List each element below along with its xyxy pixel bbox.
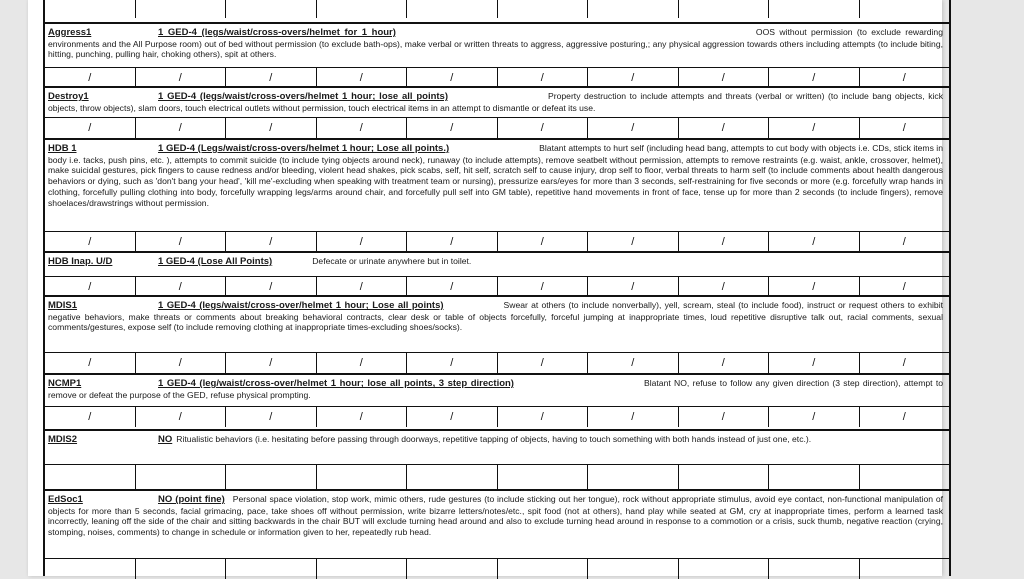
section-divider — [45, 429, 949, 431]
tally-cell[interactable]: / — [902, 122, 906, 134]
tally-cell[interactable] — [588, 465, 679, 491]
behavior-consequence: 1 GED-4 (legs/waist/cross-over/helmet 1 hour; Lose all points) — [158, 300, 444, 311]
tally-cell[interactable] — [679, 465, 770, 491]
behavior-description: Blatant attempts to hurt self (including head bang, attempts to cut body with objects i.e. CDs, stick items in body i.e. tacks, push pins, etc. ), attempts to commit suicide (to include tying objects around neck), runaway (to include attempts), remove seatbelt without permission, attempts to remove restraints (e.g. waist, ankle, crossover, helmet), make suicidal gestures, pick fingers to cause redness and/or bleeding, violent head shakes, pick scabs, self, hit self, scratch self to cause injury, drop self to floor, verbal threats to harm self (to include comments about health dangerous behaviors or dying, such as 'don't bang your head', 'kill me'-excluding when speaking with treatment team or nursing), pressurize ears/eyes for more than 3 seconds, self-restraining for five seconds or more (e.g. forcefully wrap hands in clothing, forcefully pulling clothing into body, forcefully wrapping legs/arms around chair, and forcefully pull self into GM table), repetitive hand movements in front of face, tense up for more than 2 seconds (to include fingers), remove shoelaces/drawstrings without permission. — [48, 143, 943, 208]
behavior-3-tally-row — [45, 277, 949, 297]
tally-cell[interactable] — [407, 0, 498, 18]
behavior-code: Destroy1 — [48, 91, 89, 102]
document-page — [28, 0, 942, 576]
tally-cell[interactable]: / — [679, 353, 770, 373]
behavior-consequence: NO (point fine) — [158, 494, 225, 505]
section-divider — [45, 373, 949, 375]
tally-cell[interactable]: / — [45, 407, 136, 427]
tally-cell[interactable]: / — [902, 357, 906, 369]
tally-cell[interactable] — [769, 465, 860, 491]
tally-cell[interactable]: / — [902, 236, 906, 248]
behavior-consequence: 1 GED-4 (legs/waist/cross-overs/helmet for 1 hour) — [158, 27, 396, 38]
behavior-2-definition — [48, 143, 943, 231]
tally-cell[interactable]: / — [902, 411, 906, 423]
tally-cell[interactable] — [136, 465, 227, 491]
tally-cell[interactable] — [317, 0, 408, 18]
tally-cell[interactable] — [226, 465, 317, 491]
tally-cell[interactable]: / — [45, 232, 136, 252]
tally-cell[interactable] — [498, 0, 589, 18]
behavior-tracking-form — [43, 0, 951, 576]
behavior-description: Property destruction to include attempts and threats (verbal or written) (to include bang objects, kick objects, throw objects), slam doors, touch electrical outlets without permission, touch electrical items in an attempt to dismantle or defeat its use. — [48, 91, 943, 113]
section-divider — [45, 295, 949, 297]
tally-cell[interactable]: / — [317, 118, 408, 138]
behavior-0-tally-row — [45, 68, 949, 88]
tally-cell[interactable]: / — [317, 407, 408, 427]
tally-cell[interactable]: / — [226, 118, 317, 138]
behavior-3-definition — [48, 256, 943, 276]
tally-cell[interactable]: / — [679, 68, 770, 88]
tally-cell[interactable] — [588, 559, 679, 579]
behavior-4-definition — [48, 300, 943, 352]
tally-cell[interactable]: / — [407, 232, 498, 252]
behavior-consequence: 1 GED-4 (leg/waist/cross-over/helmet 1 hour; lose all points, 3 step direction) — [158, 378, 514, 389]
behavior-6-tally-row — [45, 465, 949, 491]
behavior-code: NCMP1 — [48, 378, 82, 389]
tally-cell[interactable]: / — [136, 407, 227, 427]
tally-cell[interactable]: / — [902, 281, 906, 293]
behavior-description: OOS without permission (to exclude rewarding environments and the All Purpose room) out of bed without permission (to exclude bath-ops), make verbal or written threats to aggress, aggressive posturing,; any physical aggression towards others including attempts (to include biting, hitting, punching, pulling hair, choking others), spit at others. — [48, 27, 943, 60]
tally-cell[interactable]: / — [226, 407, 317, 427]
tally-cell[interactable] — [317, 559, 408, 579]
tally-cell[interactable]: / — [407, 118, 498, 138]
tally-cell[interactable]: / — [226, 68, 317, 88]
tally-cell[interactable]: / — [317, 68, 408, 88]
tally-cell[interactable]: / — [226, 277, 317, 297]
tally-cell[interactable]: / — [317, 277, 408, 297]
section-divider — [45, 251, 949, 253]
behavior-code: Aggress1 — [48, 27, 92, 38]
tally-cell[interactable]: / — [588, 232, 679, 252]
tally-grid-top — [45, 0, 949, 18]
tally-cell[interactable]: / — [45, 353, 136, 373]
tally-cell[interactable] — [226, 0, 317, 18]
tally-cell[interactable]: / — [45, 277, 136, 297]
tally-cell[interactable]: / — [769, 277, 860, 297]
tally-cell[interactable]: / — [498, 68, 589, 88]
behavior-description: Blatant NO, refuse to follow any given direction (3 step direction), attempt to remove or defeat the purpose of the GED, refuse physical prompting. — [48, 378, 943, 400]
tally-cell[interactable]: / — [226, 232, 317, 252]
tally-cell[interactable] — [226, 559, 317, 579]
tally-cell[interactable]: / — [498, 277, 589, 297]
section-divider — [45, 86, 949, 88]
tally-cell[interactable]: / — [498, 353, 589, 373]
tally-cell[interactable]: / — [902, 72, 906, 84]
tally-cell[interactable] — [45, 465, 136, 491]
behavior-7-tally-row — [45, 559, 949, 579]
behavior-code: HDB Inap. U/D — [48, 256, 113, 267]
behavior-description: Personal space violation, stop work, mimic others, rude gestures (to include sticking out her tongue), rock without appropriate stimulus, avoid eye contact, non-functional manipulation of objects for more than 5 seconds, facial grimacing, pace, take shoes off without permission, write bizarre letters/notes/etc., spit food (not at others), hand play while seated at GM, cry at inappropriate times, perform a learned task incorrectly, leaning off the side of the chair and sitting backwards in the chair BUT will exclude turning head around and also to exclude turning head around in response to a commotion or a crisis, suck thumb, negative reaction (crying, stomping, noises, comments) to change in schedule or information given to her, repeatedly rub head. — [48, 494, 943, 538]
tally-cell[interactable]: / — [498, 407, 589, 427]
tally-cell[interactable]: / — [407, 68, 498, 88]
behavior-description: Defecate or urinate anywhere but in toilet. — [312, 256, 472, 266]
tally-cell[interactable] — [679, 559, 770, 579]
behavior-5-definition — [48, 378, 943, 406]
tally-cell[interactable]: / — [407, 353, 498, 373]
tally-cell[interactable] — [317, 465, 408, 491]
tally-cell[interactable] — [498, 465, 589, 491]
tally-cell[interactable]: / — [136, 68, 227, 88]
tally-cell[interactable]: / — [136, 118, 227, 138]
tally-cell[interactable] — [769, 559, 860, 579]
tally-cell[interactable]: / — [679, 118, 770, 138]
behavior-consequence: 1 GED-4 (Lose All Points) — [158, 256, 273, 267]
tally-cell[interactable] — [136, 559, 227, 579]
tally-cell[interactable] — [407, 559, 498, 579]
tally-cell[interactable]: / — [769, 232, 860, 252]
behavior-7-definition — [48, 494, 943, 558]
tally-cell[interactable] — [498, 559, 589, 579]
tally-cell[interactable]: / — [769, 118, 860, 138]
tally-cell[interactable]: / — [769, 407, 860, 427]
tally-cell[interactable]: / — [679, 407, 770, 427]
tally-cell[interactable]: / — [45, 68, 136, 88]
section-divider — [45, 138, 949, 140]
behavior-description: Swear at others (to include nonverbally), yell, scream, steal (to include food), instruct or request others to exhibit negative behaviors, make threats or comments about breaking behavioral contracts, clear desk or table of objects forcefully, forceful jumping at inappropriate times, loud repetitive disruptive talk out, racial comments, sexual comments/gestures, expose self (to include removing clothing at inappropriate times-excluding shoes/socks). — [48, 300, 943, 333]
behavior-0-definition — [48, 27, 943, 67]
tally-cell[interactable]: / — [588, 407, 679, 427]
tally-cell[interactable]: / — [136, 277, 227, 297]
tally-cell[interactable]: / — [498, 118, 589, 138]
tally-cell[interactable]: / — [407, 277, 498, 297]
behavior-code: HDB 1 — [48, 143, 77, 154]
tally-cell[interactable]: / — [679, 232, 770, 252]
tally-cell[interactable]: / — [679, 277, 770, 297]
tally-cell[interactable]: / — [588, 353, 679, 373]
tally-cell[interactable]: / — [769, 353, 860, 373]
tally-cell[interactable] — [136, 0, 227, 18]
tally-cell[interactable]: / — [317, 353, 408, 373]
tally-cell[interactable]: / — [588, 68, 679, 88]
tally-cell[interactable]: / — [588, 277, 679, 297]
section-divider — [45, 22, 949, 24]
behavior-consequence: NO — [158, 434, 173, 445]
tally-cell[interactable]: / — [498, 232, 589, 252]
tally-cell[interactable] — [860, 559, 950, 579]
behavior-2-tally-row — [45, 232, 949, 252]
tally-cell[interactable]: / — [588, 118, 679, 138]
behavior-description: Ritualistic behaviors (i.e. hesitating before passing through doorways, repetitive tapping of objects, having to touch something with both hands instead of just one, etc.). — [176, 434, 812, 444]
behavior-1-definition — [48, 91, 943, 117]
tally-cell[interactable] — [860, 0, 950, 18]
tally-cell[interactable]: / — [136, 353, 227, 373]
behavior-5-tally-row — [45, 407, 949, 427]
behavior-code: MDIS2 — [48, 434, 78, 445]
tally-cell[interactable] — [769, 0, 860, 18]
tally-cell[interactable]: / — [136, 232, 227, 252]
behavior-6-definition — [48, 434, 943, 464]
section-divider — [45, 489, 949, 491]
behavior-code: EdSoc1 — [48, 494, 83, 505]
behavior-consequence: 1 GED-4 (Legs/waist/cross-overs/helmet 1 hour; Lose all points.) — [158, 143, 450, 154]
tally-cell[interactable]: / — [407, 407, 498, 427]
behavior-code: MDIS1 — [48, 300, 78, 311]
behavior-1-tally-row — [45, 118, 949, 138]
tally-cell[interactable] — [588, 0, 679, 18]
tally-cell[interactable]: / — [45, 118, 136, 138]
tally-cell[interactable] — [45, 559, 136, 579]
tally-cell[interactable]: / — [769, 68, 860, 88]
behavior-4-tally-row — [45, 353, 949, 373]
tally-cell[interactable]: / — [226, 353, 317, 373]
tally-cell[interactable] — [407, 465, 498, 491]
tally-cell[interactable]: / — [317, 232, 408, 252]
tally-cell[interactable] — [45, 0, 136, 18]
tally-cell[interactable] — [860, 465, 950, 491]
behavior-consequence: 1 GED-4 (legs/waist/cross-overs/helmet 1 hour; lose all points) — [158, 91, 449, 102]
tally-cell[interactable] — [679, 0, 770, 18]
